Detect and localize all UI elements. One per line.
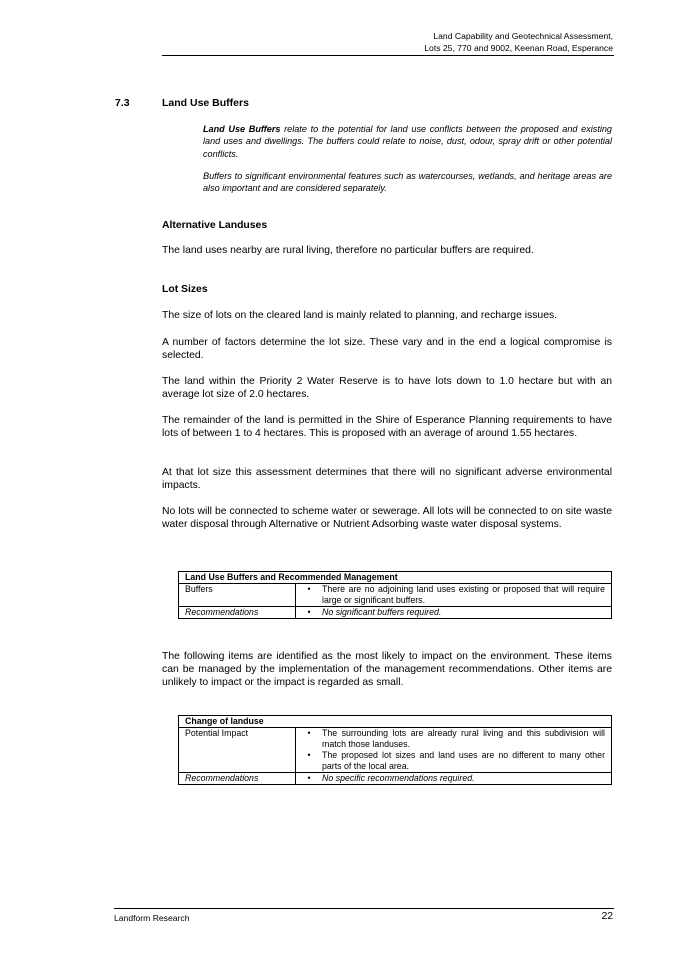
- bullet-icon: •: [307, 728, 311, 738]
- bullet-text: There are no adjoining land uses existing or proposed that will require large or significant buffers.: [322, 584, 605, 605]
- row-label: Potential Impact: [179, 728, 296, 773]
- bullet-text: The proposed lot sizes and land uses are no different to many other parts of the local area.: [322, 750, 605, 771]
- table-title: Change of landuse: [179, 716, 612, 728]
- bullet-text: No significant buffers required.: [322, 607, 442, 617]
- bullet-icon: •: [307, 584, 311, 594]
- bullet-icon: •: [307, 607, 311, 617]
- lot-sizes-paragraph: A number of factors determine the lot size. These vary and in the end a logical compromise is selected.: [162, 337, 612, 361]
- table-row: [179, 607, 612, 619]
- lot-sizes-paragraph: The remainder of the land is permitted in the Shire of Esperance Planning requirements to have lots of between 1 to 4 hectares. This is proposed with an average of around 1.55 hectares.: [162, 415, 612, 439]
- bullet-icon: •: [307, 773, 311, 783]
- intro-paragraph-2: Buffers to significant environmental features such as watercourses, wetlands, and heritage areas are also important and are considered separately.: [203, 171, 612, 194]
- bullet-item: [296, 750, 605, 772]
- footer-rule: [114, 908, 614, 909]
- table-title-row: [179, 716, 612, 728]
- page-header: [213, 31, 613, 54]
- page-number: 22: [601, 911, 613, 922]
- lot-sizes-paragraph: The size of lots on the cleared land is mainly related to planning, and recharge issues.: [162, 310, 558, 321]
- lot-sizes-paragraph: At that lot size this assessment determines that there will no significant adverse environmental impacts.: [162, 467, 612, 491]
- lot-sizes-paragraph: The land within the Priority 2 Water Reserve is to have lots down to 1.0 hectare but with an average lot size of 2.0 hectares.: [162, 376, 612, 400]
- intro-paragraph-1: [203, 123, 612, 160]
- table-row: [179, 584, 612, 607]
- intro-text-1: relate to the potential for land use conflicts between the proposed and existing land uses and dwellings. The buffers could relate to noise, dust, odour, spray drift or other potential conflicts.: [203, 124, 612, 159]
- bullet-item: [296, 773, 605, 784]
- bullet-item: [296, 584, 605, 606]
- table-title-row: [179, 572, 612, 584]
- alt-landuses-heading: Alternative Landuses: [162, 220, 268, 231]
- bullet-icon: •: [307, 750, 311, 760]
- change-of-landuse-table: [178, 715, 612, 785]
- header-rule: [162, 55, 614, 56]
- header-line-1: Land Capability and Geotechnical Assessment,: [433, 31, 613, 41]
- lot-sizes-heading: Lot Sizes: [162, 284, 208, 295]
- bullet-item: [296, 728, 605, 750]
- row-content: [296, 584, 612, 607]
- buffers-management-table: [178, 571, 612, 619]
- row-content: [296, 773, 612, 785]
- bullet-text: No specific recommendations required.: [322, 773, 475, 783]
- row-label: Recommendations: [179, 607, 296, 619]
- intro-bold-term: Land Use Buffers: [203, 124, 281, 134]
- bullet-text: The surrounding lots are already rural living and this subdivision will match those landuses.: [322, 728, 605, 749]
- header-line-2: Lots 25, 770 and 9002, Keenan Road, Esperance: [424, 42, 613, 53]
- alt-landuses-text: The land uses nearby are rural living, therefore no particular buffers are required.: [162, 245, 534, 256]
- row-content: [296, 728, 612, 773]
- table-row: [179, 773, 612, 785]
- row-label: Buffers: [179, 584, 296, 607]
- section-number: 7.3: [115, 97, 130, 109]
- footer-label: Landform Research: [114, 913, 190, 923]
- table-title: Land Use Buffers and Recommended Management: [179, 572, 612, 584]
- lot-sizes-paragraph: No lots will be connected to scheme water or sewerage. All lots will be connected to on site waste water disposal through Alternative or Nutrient Adsorbing waste water disposal systems.: [162, 506, 612, 530]
- row-label: Recommendations: [179, 773, 296, 785]
- row-content: [296, 607, 612, 619]
- section-title: Land Use Buffers: [162, 97, 249, 109]
- following-items-paragraph: The following items are identified as the most likely to impact on the environment. These items can be managed by the implementation of the management recommendations. Other items are unlikely to impact or the impact is regarded as small.: [162, 651, 612, 688]
- bullet-item: [296, 607, 605, 618]
- table-row: [179, 728, 612, 773]
